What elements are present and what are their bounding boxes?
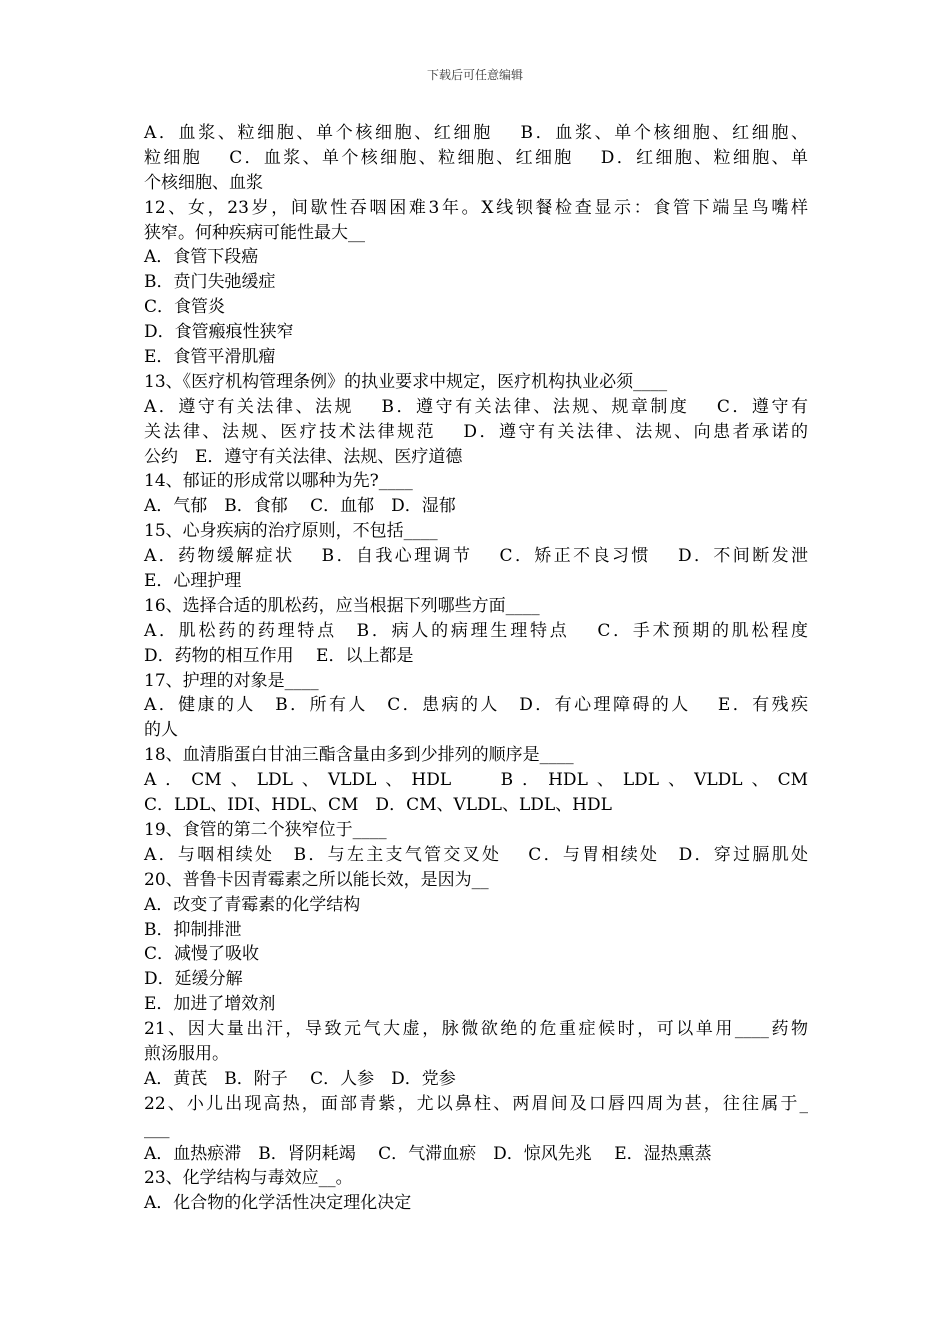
text-line: B．抑制排泄	[144, 919, 242, 940]
text-line: 的人	[144, 720, 178, 741]
text-line: 20、普鲁卡因青霉素之所以能长效，是因为__	[144, 869, 489, 890]
text-line: E．心理护理	[144, 571, 242, 592]
text-line: 21、因大量出汗，导致元气大虚，脉微欲绝的危重症候时，可以单用____药物	[144, 1019, 808, 1040]
text-line: A．遵守有关法律、法规 B．遵守有关法律、法规、规章制度 C．遵守有	[144, 396, 808, 417]
text-line: D．延缓分解	[144, 969, 243, 990]
text-line: 煎汤服用。	[144, 1043, 229, 1064]
text-line: 公约 E．遵守有关法律、法规、医疗道德	[144, 446, 463, 467]
text-line: E．加进了增效剂	[144, 994, 276, 1015]
text-line: 粒细胞 C．血浆、单个核细胞、粒细胞、红细胞 D．红细胞、粒细胞、单	[144, 147, 808, 168]
text-line: A．化合物的化学活性决定理化决定	[144, 1193, 412, 1214]
text-line: 14、郁证的形成常以哪种为先?____	[144, 471, 413, 492]
text-line: 关法律、法规、医疗技术法律规范 D．遵守有关法律、法规、向患者承诺的	[144, 421, 808, 442]
text-line: 12、女，23岁，间歇性吞咽困难3年。X线钡餐检查显示：食管下端呈鸟嘴样	[144, 197, 808, 218]
text-line: A．与咽相续处 B．与左主支气管交叉处 C．与胃相续处 D．穿过膈肌处	[144, 844, 808, 865]
text-line: A．药物缓解症状 B．自我心理调节 C．矫正不良习惯 D．不间断发泄	[144, 546, 808, 567]
text-line: D．食管瘢痕性狭窄	[144, 322, 294, 343]
text-line: A．黄芪 B．附子 C．人参 D．党参	[144, 1068, 456, 1089]
text-line: ___	[144, 1118, 170, 1139]
text-line: D．药物的相互作用 E．以上都是	[144, 645, 414, 666]
text-line: A．肌松药的药理特点 B．病人的病理生理特点 C．手术预期的肌松程度	[144, 620, 808, 641]
text-line: B．贲门失弛缓症	[144, 272, 276, 293]
text-line: 15、心身疾病的治疗原则，不包括____	[144, 521, 438, 542]
text-line: 22、小儿出现高热，面部青紫，尤以鼻柱、两眉间及口唇四周为甚，往往属于_	[144, 1093, 808, 1114]
text-line: 个核细胞、血浆	[144, 172, 263, 193]
text-line: A．健康的人 B．所有人 C．患病的人 D．有心理障碍的人 E．有残疾	[144, 695, 808, 716]
text-line: 18、血清脂蛋白甘油三酯含量由多到少排列的顺序是____	[144, 745, 574, 766]
document-body	[144, 121, 808, 1216]
text-line: C．食管炎	[144, 297, 226, 318]
page-header: 下载后可任意编辑	[426, 68, 523, 82]
text-line: E．食管平滑肌瘤	[144, 347, 276, 368]
text-line: 23、化学结构与毒效应__。	[144, 1168, 353, 1189]
text-line: 16、选择合适的肌松药，应当根据下列哪些方面____	[144, 595, 540, 616]
text-line: A．血热瘀滞 B．肾阴耗竭 C．气滞血瘀 D．惊风先兆 E．湿热熏蒸	[144, 1143, 712, 1164]
text-line: C．减慢了吸收	[144, 944, 260, 965]
text-line: A．气郁 B．食郁 C．血郁 D．湿郁	[144, 496, 456, 517]
text-line: A．改变了青霉素的化学结构	[144, 894, 361, 915]
text-line: A．食管下段癌	[144, 247, 259, 268]
text-line: 17、护理的对象是____	[144, 670, 319, 691]
text-line: A．血浆、粒细胞、单个核细胞、红细胞 B．血浆、单个核细胞、红细胞、	[144, 123, 808, 143]
text-line: C．LDL、IDI、HDL、CM D．CM、VLDL、LDL、HDL	[144, 795, 612, 816]
text-line: 狭窄。何种疾病可能性最大__	[144, 222, 365, 243]
text-line: 13、《医疗机构管理条例》的执业要求中规定，医疗机构执业必须____	[144, 371, 668, 392]
text-line: A．CM、LDL、VLDL、HDL B．HDL、LDL、VLDL、CM	[144, 770, 809, 791]
text-line: 19、食管的第二个狭窄位于____	[144, 819, 387, 840]
